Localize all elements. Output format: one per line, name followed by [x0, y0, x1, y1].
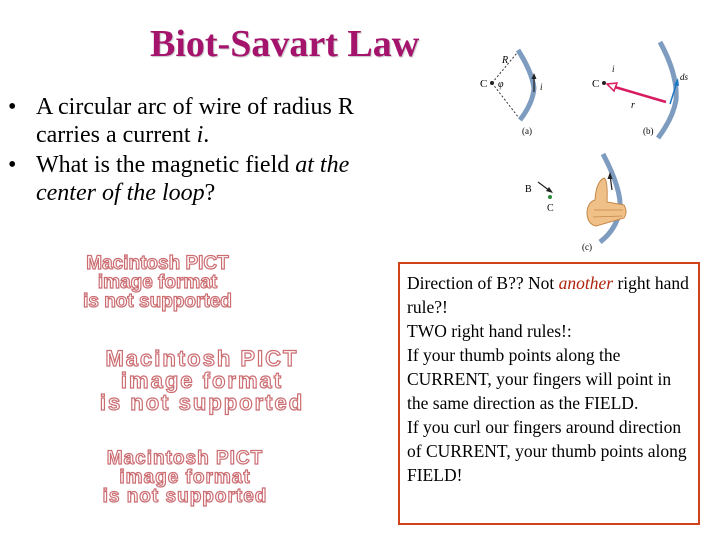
slide-title: Biot-Savart Law: [150, 23, 420, 65]
center-point: [490, 81, 494, 85]
bullet-emphasis: at the center of the loop: [36, 152, 350, 206]
figure-b: [592, 42, 689, 138]
bullet-text-end: .: [203, 122, 210, 148]
b-vector-head: [546, 187, 553, 193]
bullet-list: [8, 93, 393, 209]
pict-placeholder: [45, 254, 270, 311]
label-ds: ds: [680, 72, 689, 82]
label-a: (a): [522, 126, 532, 136]
note-text: right hand rule?!: [407, 273, 689, 317]
bullet-item: [8, 151, 393, 207]
label-phi: φ: [498, 79, 504, 90]
note-line: If you curl our fingers around direction of CURRENT, your thumb points along FIELD!: [407, 417, 687, 485]
pict-line: Macintosh PICT: [105, 346, 299, 371]
pict-line: image format: [120, 368, 284, 393]
r-vector: [608, 85, 666, 102]
pict-line: image format: [119, 467, 251, 488]
figure-c: [525, 154, 626, 252]
label-i: i: [540, 82, 543, 92]
note-emphasis: another: [558, 273, 614, 293]
pict-line: image format: [97, 272, 218, 293]
label-B: B: [525, 184, 532, 195]
pict-line: is not supported: [83, 291, 232, 312]
pict-line: is not supported: [99, 390, 305, 415]
bullet-marker: •: [8, 152, 17, 178]
wire-arc: [518, 50, 534, 120]
note-line: If your thumb points along the CURRENT, your fingers will point in the same direction as the FIELD.: [407, 345, 672, 413]
label-c: (c): [582, 242, 592, 252]
wire-arc: [658, 42, 676, 138]
bullet-text: What is the magnetic field: [36, 152, 296, 178]
pict-placeholder: [40, 449, 330, 506]
bullet-text: A circular arc of wire of radius R carries a current: [36, 94, 354, 148]
note-line: TWO right hand rules!:: [407, 321, 572, 341]
right-hand-rule-note: [398, 262, 700, 525]
pict-line: is not supported: [102, 486, 268, 507]
bullet-text-end: ?: [204, 180, 216, 206]
label-C: C: [592, 78, 600, 90]
pict-line: Macintosh PICT: [106, 448, 264, 469]
label-C: C: [480, 78, 488, 90]
pict-placeholder: [28, 348, 376, 414]
label-R: R: [502, 55, 509, 66]
label-r: r: [631, 100, 635, 111]
pict-line: Macintosh PICT: [86, 253, 229, 274]
bullet-marker: •: [8, 94, 17, 120]
radius-line: [492, 83, 519, 118]
bullet-item: [8, 93, 393, 149]
label-C: C: [547, 203, 554, 214]
r-vector-head: [607, 83, 617, 91]
center-point: [548, 195, 552, 199]
figure-a: [480, 50, 543, 136]
current-symbol: i: [196, 122, 204, 148]
note-text: Direction of B?? Not: [407, 273, 559, 293]
label-b: (b): [643, 126, 654, 136]
label-i: i: [612, 64, 615, 74]
center-point: [602, 81, 606, 85]
arc-figure: [470, 30, 710, 255]
